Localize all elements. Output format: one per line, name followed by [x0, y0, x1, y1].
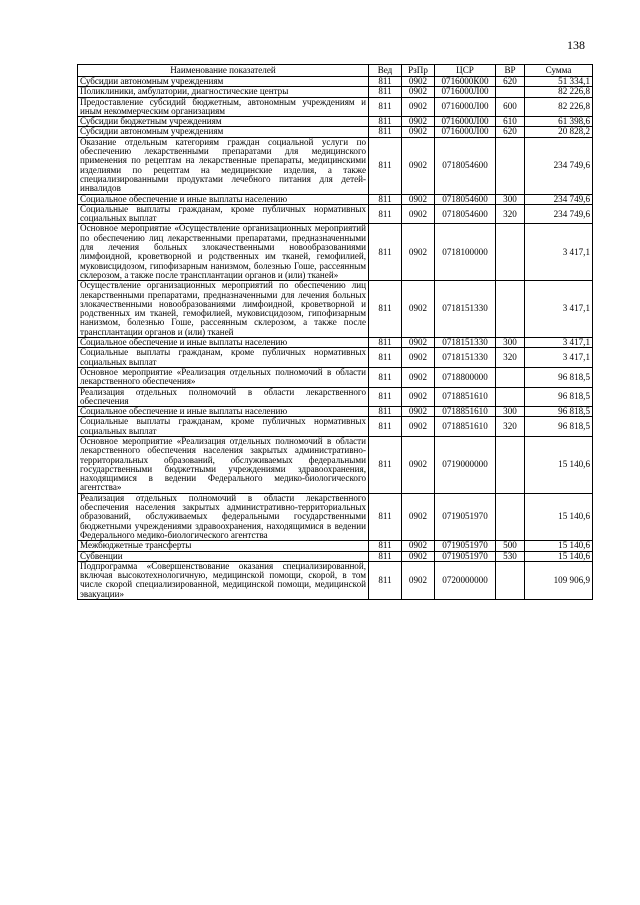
- row-name: Социальное обеспечение и иные выплаты населению: [78, 338, 369, 348]
- row-sum: 96 818,5: [525, 407, 593, 417]
- row-sum: 61 398,6: [525, 117, 593, 127]
- row-csr: 0718851610: [435, 417, 496, 437]
- row-csr: 0716000Л00: [435, 87, 496, 97]
- table-row: [78, 87, 593, 97]
- table-row: [78, 551, 593, 561]
- row-rzpr: 0902: [402, 407, 435, 417]
- row-sum: 96 818,5: [525, 387, 593, 407]
- row-rzpr: 0902: [402, 561, 435, 599]
- row-vr: [496, 436, 525, 493]
- row-csr: 0716000Л00: [435, 117, 496, 127]
- row-ved: 811: [369, 387, 402, 407]
- row-vr: [496, 561, 525, 599]
- row-vr: 620: [496, 127, 525, 137]
- table-row: [78, 436, 593, 493]
- row-csr: 0720000000: [435, 561, 496, 599]
- header-vr: ВР: [496, 65, 525, 77]
- row-rzpr: 0902: [402, 77, 435, 87]
- row-ved: 811: [369, 551, 402, 561]
- row-rzpr: 0902: [402, 348, 435, 368]
- row-rzpr: 0902: [402, 87, 435, 97]
- table-row: [78, 224, 593, 281]
- row-vr: 300: [496, 194, 525, 204]
- table-row: [78, 281, 593, 338]
- row-sum: 51 334,1: [525, 77, 593, 87]
- row-sum: 234 749,6: [525, 204, 593, 224]
- row-rzpr: 0902: [402, 204, 435, 224]
- row-name: Социальные выплаты гражданам, кроме публичных нормативных социальных выплат: [78, 417, 369, 437]
- header-rzpr: РзПр: [402, 65, 435, 77]
- row-name: Основное мероприятие «Реализация отдельных полномочий в области лекарственного обеспечения населения закрытых административно-территориальных образований, обслуживаемых федеральными государственными бюджетными учреждениями здравоохранения, находящимися в ведении Федерального медико-биологического агентства»: [78, 436, 369, 493]
- row-sum: 82 226,8: [525, 87, 593, 97]
- row-csr: 0718100000: [435, 224, 496, 281]
- row-vr: [496, 281, 525, 338]
- row-name: Социальное обеспечение и иные выплаты населению: [78, 407, 369, 417]
- row-ved: 811: [369, 77, 402, 87]
- row-name: Основное мероприятие «Осуществление организационных мероприятий по обеспечению лиц лекарственными препаратами, предназначенными для лечения больных злокачественными новообразованиями лимфоидной, кроветворной и родственных им тканей, гемофилией, муковисцидозом, гипофизарным нанизмом, болезнью Гоше, рассеянным склерозом, а также после трансплантации органов и (или) тканей»: [78, 224, 369, 281]
- row-vr: 620: [496, 77, 525, 87]
- row-vr: 610: [496, 117, 525, 127]
- row-name: Реализация отдельных полномочий в области лекарственного обеспечения: [78, 387, 369, 407]
- row-name: Осуществление организационных мероприятий по обеспечению лиц лекарственными препаратами, предназначенными для лечения больных злокачественными новообразованиями лимфоидной, кроветворной и родственных им тканей, гемофилией, муковисцидозом, гипофизарным нанизмом, болезнью Гоше, рассеянным склерозом, а также после трансплантации органов и (или) тканей: [78, 281, 369, 338]
- row-rzpr: 0902: [402, 417, 435, 437]
- budget-table: [77, 64, 593, 600]
- page-number: 138: [567, 38, 585, 52]
- table-body: [78, 77, 593, 600]
- row-ved: 811: [369, 407, 402, 417]
- table-row: [78, 137, 593, 194]
- table-row: [78, 117, 593, 127]
- row-ved: 811: [369, 204, 402, 224]
- row-rzpr: 0902: [402, 224, 435, 281]
- row-rzpr: 0902: [402, 97, 435, 117]
- table-row: [78, 387, 593, 407]
- row-csr: 0719000000: [435, 436, 496, 493]
- table-row: [78, 194, 593, 204]
- table-row: [78, 77, 593, 87]
- row-csr: 0719051970: [435, 551, 496, 561]
- row-sum: 96 818,5: [525, 417, 593, 437]
- row-vr: [496, 493, 525, 540]
- row-vr: 320: [496, 348, 525, 368]
- header-name: Наименование показателей: [78, 65, 369, 77]
- row-vr: 320: [496, 204, 525, 224]
- row-ved: 811: [369, 281, 402, 338]
- row-vr: 600: [496, 97, 525, 117]
- table-header-row: [78, 65, 593, 77]
- row-name: Реализация отдельных полномочий в области лекарственного обеспечения населения закрытых административно-территориальных образований, обслуживаемых федеральными государственными бюджетными учреждениями здравоохранения, находящимися в ведении Федерального медико-биологического агентства: [78, 493, 369, 540]
- table-row: [78, 417, 593, 437]
- table-row: [78, 407, 593, 417]
- row-vr: 530: [496, 551, 525, 561]
- table-row: [78, 367, 593, 387]
- row-ved: 811: [369, 224, 402, 281]
- row-name: Социальное обеспечение и иные выплаты населению: [78, 194, 369, 204]
- row-ved: 811: [369, 367, 402, 387]
- row-name: Предоставление субсидий бюджетным, автономным учреждениям и иным некоммерческим организациям: [78, 97, 369, 117]
- row-csr: 0716000Л00: [435, 127, 496, 137]
- header-ved: Вед: [369, 65, 402, 77]
- row-sum: 20 828,2: [525, 127, 593, 137]
- row-ved: 811: [369, 493, 402, 540]
- row-ved: 811: [369, 87, 402, 97]
- row-name: Субсидии бюджетным учреждениям: [78, 117, 369, 127]
- table-row: [78, 97, 593, 117]
- row-ved: 811: [369, 194, 402, 204]
- row-sum: 15 140,6: [525, 436, 593, 493]
- row-name: Социальные выплаты гражданам, кроме публичных нормативных социальных выплат: [78, 348, 369, 368]
- row-csr: 0718151330: [435, 348, 496, 368]
- row-name: Межбюджетные трансферты: [78, 541, 369, 551]
- row-csr: 0718054600: [435, 137, 496, 194]
- row-rzpr: 0902: [402, 551, 435, 561]
- row-name: Социальные выплаты гражданам, кроме публичных нормативных социальных выплат: [78, 204, 369, 224]
- row-vr: [496, 387, 525, 407]
- row-name: Основное мероприятие «Реализация отдельных полномочий в области лекарственного обеспечения»: [78, 367, 369, 387]
- row-name: Субсидии автономным учреждениям: [78, 77, 369, 87]
- row-rzpr: 0902: [402, 137, 435, 194]
- row-ved: 811: [369, 137, 402, 194]
- row-sum: 234 749,6: [525, 194, 593, 204]
- row-sum: 15 140,6: [525, 493, 593, 540]
- row-vr: 300: [496, 407, 525, 417]
- row-sum: 15 140,6: [525, 541, 593, 551]
- row-ved: 811: [369, 541, 402, 551]
- row-rzpr: 0902: [402, 117, 435, 127]
- table-row: [78, 338, 593, 348]
- row-name: Субсидии автономным учреждениям: [78, 127, 369, 137]
- row-vr: [496, 224, 525, 281]
- row-csr: 0718800000: [435, 367, 496, 387]
- row-name: Субвенции: [78, 551, 369, 561]
- row-rzpr: 0902: [402, 127, 435, 137]
- row-sum: 3 417,1: [525, 348, 593, 368]
- row-csr: 0716000К00: [435, 77, 496, 87]
- header-sum: Сумма: [525, 65, 593, 77]
- row-rzpr: 0902: [402, 387, 435, 407]
- row-sum: 3 417,1: [525, 281, 593, 338]
- row-rzpr: 0902: [402, 194, 435, 204]
- row-ved: 811: [369, 417, 402, 437]
- row-csr: 0718054600: [435, 204, 496, 224]
- row-ved: 811: [369, 338, 402, 348]
- row-csr: 0718851610: [435, 407, 496, 417]
- row-rzpr: 0902: [402, 493, 435, 540]
- row-sum: 96 818,5: [525, 367, 593, 387]
- row-vr: 300: [496, 338, 525, 348]
- row-name: Поликлиники, амбулатории, диагностические центры: [78, 87, 369, 97]
- row-rzpr: 0902: [402, 281, 435, 338]
- row-csr: 0719051970: [435, 541, 496, 551]
- row-sum: 234 749,6: [525, 137, 593, 194]
- row-vr: 500: [496, 541, 525, 551]
- table-row: [78, 204, 593, 224]
- row-ved: 811: [369, 97, 402, 117]
- row-csr: 0718151330: [435, 338, 496, 348]
- row-rzpr: 0902: [402, 338, 435, 348]
- row-ved: 811: [369, 436, 402, 493]
- row-ved: 811: [369, 117, 402, 127]
- row-sum: 3 417,1: [525, 338, 593, 348]
- row-vr: [496, 87, 525, 97]
- row-rzpr: 0902: [402, 367, 435, 387]
- row-rzpr: 0902: [402, 436, 435, 493]
- row-vr: [496, 367, 525, 387]
- table-row: [78, 348, 593, 368]
- row-vr: 320: [496, 417, 525, 437]
- row-csr: 0716000Л00: [435, 97, 496, 117]
- row-csr: 0718851610: [435, 387, 496, 407]
- header-csr: ЦСР: [435, 65, 496, 77]
- row-csr: 0718054600: [435, 194, 496, 204]
- row-name: Оказание отдельным категориям граждан социальной услуги по обеспечению лекарственными препаратами для медицинского применения по рецептам на лекарственные препараты, медицинскими изделиями по рецептам на медицинские изделия, а также специализированными продуктами лечебного питания для детей-инвалидов: [78, 137, 369, 194]
- table-row: [78, 561, 593, 599]
- row-sum: 82 226,8: [525, 97, 593, 117]
- row-ved: 811: [369, 561, 402, 599]
- row-csr: 0719051970: [435, 493, 496, 540]
- row-ved: 811: [369, 348, 402, 368]
- table-row: [78, 127, 593, 137]
- row-sum: 3 417,1: [525, 224, 593, 281]
- row-vr: [496, 137, 525, 194]
- row-csr: 0718151330: [435, 281, 496, 338]
- row-sum: 15 140,6: [525, 551, 593, 561]
- row-name: Подпрограмма «Совершенствование оказания специализированной, включая высокотехнологичную, медицинской помощи, скорой, в том числе скорой специализированной, медицинской помощи, медицинской эвакуации»: [78, 561, 369, 599]
- table-row: [78, 493, 593, 540]
- row-sum: 109 906,9: [525, 561, 593, 599]
- table-row: [78, 541, 593, 551]
- row-rzpr: 0902: [402, 541, 435, 551]
- row-ved: 811: [369, 127, 402, 137]
